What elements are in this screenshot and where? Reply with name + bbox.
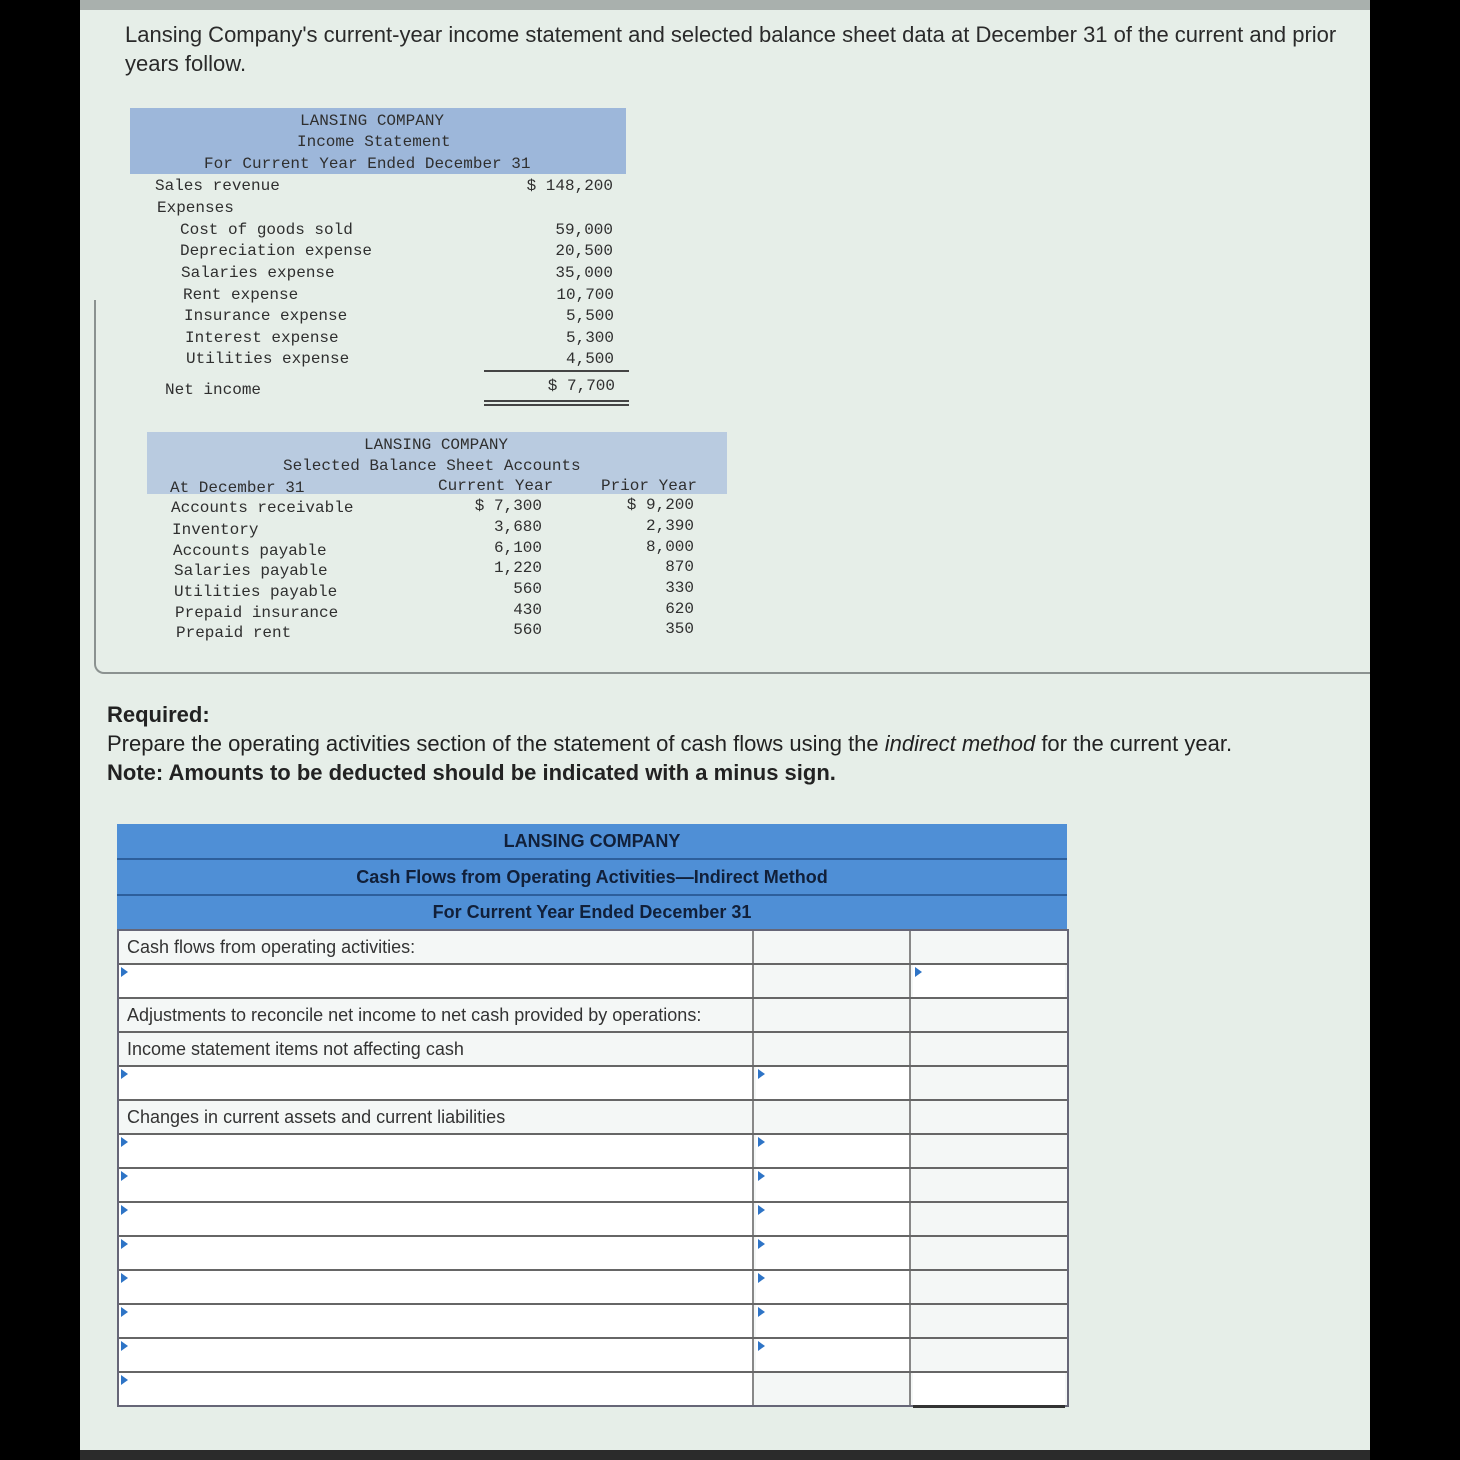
expense-label: Salaries expense <box>181 264 335 282</box>
net-income-value: $ 7,700 <box>547 377 615 395</box>
required-text-before: Prepare the operating activities section of the statement of cash flows using the <box>107 731 885 756</box>
table-row <box>119 999 1067 1033</box>
total-cell <box>913 1101 1065 1133</box>
bottom-bar <box>80 1450 1370 1460</box>
total-input[interactable] <box>913 1373 1065 1408</box>
bs-row-prior: 870 <box>665 558 694 576</box>
dropdown-marker-icon <box>758 1205 765 1215</box>
dropdown-marker-icon <box>121 1273 128 1283</box>
line-item-input[interactable] <box>119 1271 754 1303</box>
bs-row-prior: 330 <box>665 579 694 597</box>
bs-row-label: Accounts payable <box>173 542 327 560</box>
line-item-input[interactable] <box>119 1067 754 1099</box>
bs-row-current: $ 7,300 <box>474 497 542 515</box>
expense-value: 10,700 <box>556 286 614 304</box>
table-row <box>119 1373 1067 1405</box>
table-row <box>119 1339 1067 1373</box>
amount-input[interactable] <box>756 1203 911 1235</box>
required-note: Note: Amounts to be deducted should be indicated with a minus sign. <box>107 760 836 785</box>
line-item-input[interactable] <box>119 1169 754 1201</box>
total-cell <box>913 1305 1065 1337</box>
dropdown-marker-icon <box>121 967 128 977</box>
dropdown-marker-icon <box>758 1273 765 1283</box>
table-row <box>119 1033 1067 1067</box>
noncash-label: Income statement items not affecting cash <box>119 1033 754 1065</box>
required-text-after: for the current year. <box>1035 731 1233 756</box>
expense-label: Interest expense <box>185 329 339 347</box>
table-row <box>119 931 1067 965</box>
dropdown-marker-icon <box>121 1137 128 1147</box>
sales-label: Sales revenue <box>155 177 280 195</box>
total-cell <box>913 1271 1065 1303</box>
subtotal-rule <box>484 370 629 372</box>
intro-text: Lansing Company's current-year income statement and selected balance sheet data at December 31 of the current and prior years follow. <box>125 22 1337 76</box>
table-row <box>119 1237 1067 1271</box>
total-cell <box>913 1339 1065 1371</box>
dropdown-marker-icon <box>121 1375 128 1385</box>
expense-label: Insurance expense <box>184 307 348 325</box>
total-cell <box>913 1033 1065 1065</box>
screen <box>80 0 1370 1450</box>
expense-value: 35,000 <box>555 264 613 282</box>
bs-row-current: 1,220 <box>493 559 542 577</box>
cf-period: For Current Year Ended December 31 <box>117 896 1067 931</box>
total-cell <box>913 1203 1065 1235</box>
total-cell <box>913 1237 1065 1269</box>
bs-row-prior: 8,000 <box>645 538 694 556</box>
dropdown-marker-icon <box>121 1307 128 1317</box>
total-cell <box>913 999 1065 1031</box>
amount-input[interactable] <box>756 1271 911 1303</box>
bs-col-current: Current Year <box>438 477 554 495</box>
bs-row-label: Accounts receivable <box>171 499 354 517</box>
bs-row-label: Prepaid insurance <box>175 604 339 622</box>
bs-row-label: Salaries payable <box>174 562 328 580</box>
amount-input[interactable] <box>913 965 1065 997</box>
top-bar <box>80 0 1370 10</box>
dropdown-marker-icon <box>758 1069 765 1079</box>
bs-row-label: Prepaid rent <box>176 624 292 642</box>
cash-flow-table <box>117 929 1069 1407</box>
table-row <box>119 1271 1067 1305</box>
amount-input[interactable] <box>756 1169 911 1201</box>
bs-row-prior: 620 <box>665 600 694 618</box>
dropdown-marker-icon <box>915 967 922 977</box>
double-rule-top <box>484 400 629 402</box>
total-cell <box>913 1067 1065 1099</box>
amount-cell <box>756 1101 911 1133</box>
line-item-input[interactable] <box>119 1305 754 1337</box>
line-item-input[interactable] <box>119 1237 754 1269</box>
cf-title: Cash Flows from Operating Activities—Indirect Method <box>117 860 1067 896</box>
line-item-input[interactable] <box>119 1339 754 1371</box>
required-text-italic: indirect method <box>884 731 1036 756</box>
bs-row-prior: 2,390 <box>645 517 694 535</box>
table-row <box>119 1203 1067 1237</box>
bs-row-current: 560 <box>513 580 542 598</box>
bs-col-label: At December 31 <box>170 479 305 497</box>
bs-row-label: Utilities payable <box>174 583 338 601</box>
expense-label: Cost of goods sold <box>180 221 353 239</box>
dropdown-marker-icon <box>121 1171 128 1181</box>
expense-value: 4,500 <box>565 350 614 368</box>
table-row <box>119 1169 1067 1203</box>
is-period: For Current Year Ended December 31 <box>204 155 531 173</box>
bs-row-current: 560 <box>513 621 542 639</box>
double-rule-bottom <box>484 404 629 406</box>
bs-row-current: 430 <box>513 601 542 619</box>
amount-input[interactable] <box>756 1237 911 1269</box>
amount-input[interactable] <box>756 1339 911 1371</box>
dropdown-marker-icon <box>121 1069 128 1079</box>
bs-row-current: 3,680 <box>493 518 542 536</box>
expense-value: 59,000 <box>555 221 613 239</box>
dropdown-marker-icon <box>758 1171 765 1181</box>
dropdown-marker-icon <box>758 1239 765 1249</box>
sales-value: $ 148,200 <box>526 177 613 195</box>
amount-input[interactable] <box>756 1067 911 1099</box>
dropdown-marker-icon <box>758 1137 765 1147</box>
cfo-label: Cash flows from operating activities: <box>119 931 754 963</box>
table-row <box>119 1101 1067 1135</box>
expense-value: 5,500 <box>565 307 614 325</box>
amount-cell <box>756 999 911 1031</box>
table-row <box>119 1305 1067 1339</box>
required-instruction <box>107 729 1347 758</box>
amount-cell <box>756 965 911 997</box>
expense-label: Rent expense <box>183 286 299 304</box>
is-title: Income Statement <box>297 133 451 151</box>
line-item-input[interactable] <box>119 965 754 997</box>
expense-label: Utilities expense <box>186 350 350 368</box>
amount-input[interactable] <box>756 1305 911 1337</box>
dropdown-marker-icon <box>758 1307 765 1317</box>
cf-company: LANSING COMPANY <box>117 824 1067 860</box>
bs-company: LANSING COMPANY <box>364 436 509 454</box>
dropdown-marker-icon <box>121 1205 128 1215</box>
amount-cell <box>756 1373 911 1405</box>
amount-cell <box>756 1033 911 1065</box>
table-row <box>119 1135 1067 1169</box>
bs-col-prior: Prior Year <box>601 477 698 495</box>
total-cell <box>913 931 1065 963</box>
bs-row-current: 6,100 <box>493 539 542 557</box>
required-section <box>107 700 1347 787</box>
line-item-input[interactable] <box>119 1373 754 1405</box>
total-cell <box>913 1169 1065 1201</box>
amount-cell <box>756 931 911 963</box>
dropdown-marker-icon <box>121 1341 128 1351</box>
expense-value: 20,500 <box>555 242 613 260</box>
bs-row-label: Inventory <box>172 521 259 539</box>
expenses-label: Expenses <box>157 199 234 217</box>
line-item-input[interactable] <box>119 1135 754 1167</box>
changes-label: Changes in current assets and current liabilities <box>119 1101 754 1133</box>
table-row <box>119 965 1067 999</box>
bs-title: Selected Balance Sheet Accounts <box>283 457 581 475</box>
table-row <box>119 1067 1067 1101</box>
cash-flow-header <box>117 824 1067 931</box>
total-cell <box>913 1135 1065 1167</box>
dropdown-marker-icon <box>758 1341 765 1351</box>
bs-row-prior: $ 9,200 <box>626 496 694 514</box>
expense-label: Depreciation expense <box>180 242 373 260</box>
required-heading: Required: <box>107 702 210 727</box>
line-item-input[interactable] <box>119 1203 754 1235</box>
dropdown-marker-icon <box>121 1239 128 1249</box>
bs-row-prior: 350 <box>665 620 694 638</box>
amount-input[interactable] <box>756 1135 911 1167</box>
adjustments-label: Adjustments to reconcile net income to net cash provided by operations: <box>119 999 754 1031</box>
expense-value: 5,300 <box>565 329 614 347</box>
is-company: LANSING COMPANY <box>300 112 445 130</box>
net-income-label: Net income <box>165 381 262 399</box>
